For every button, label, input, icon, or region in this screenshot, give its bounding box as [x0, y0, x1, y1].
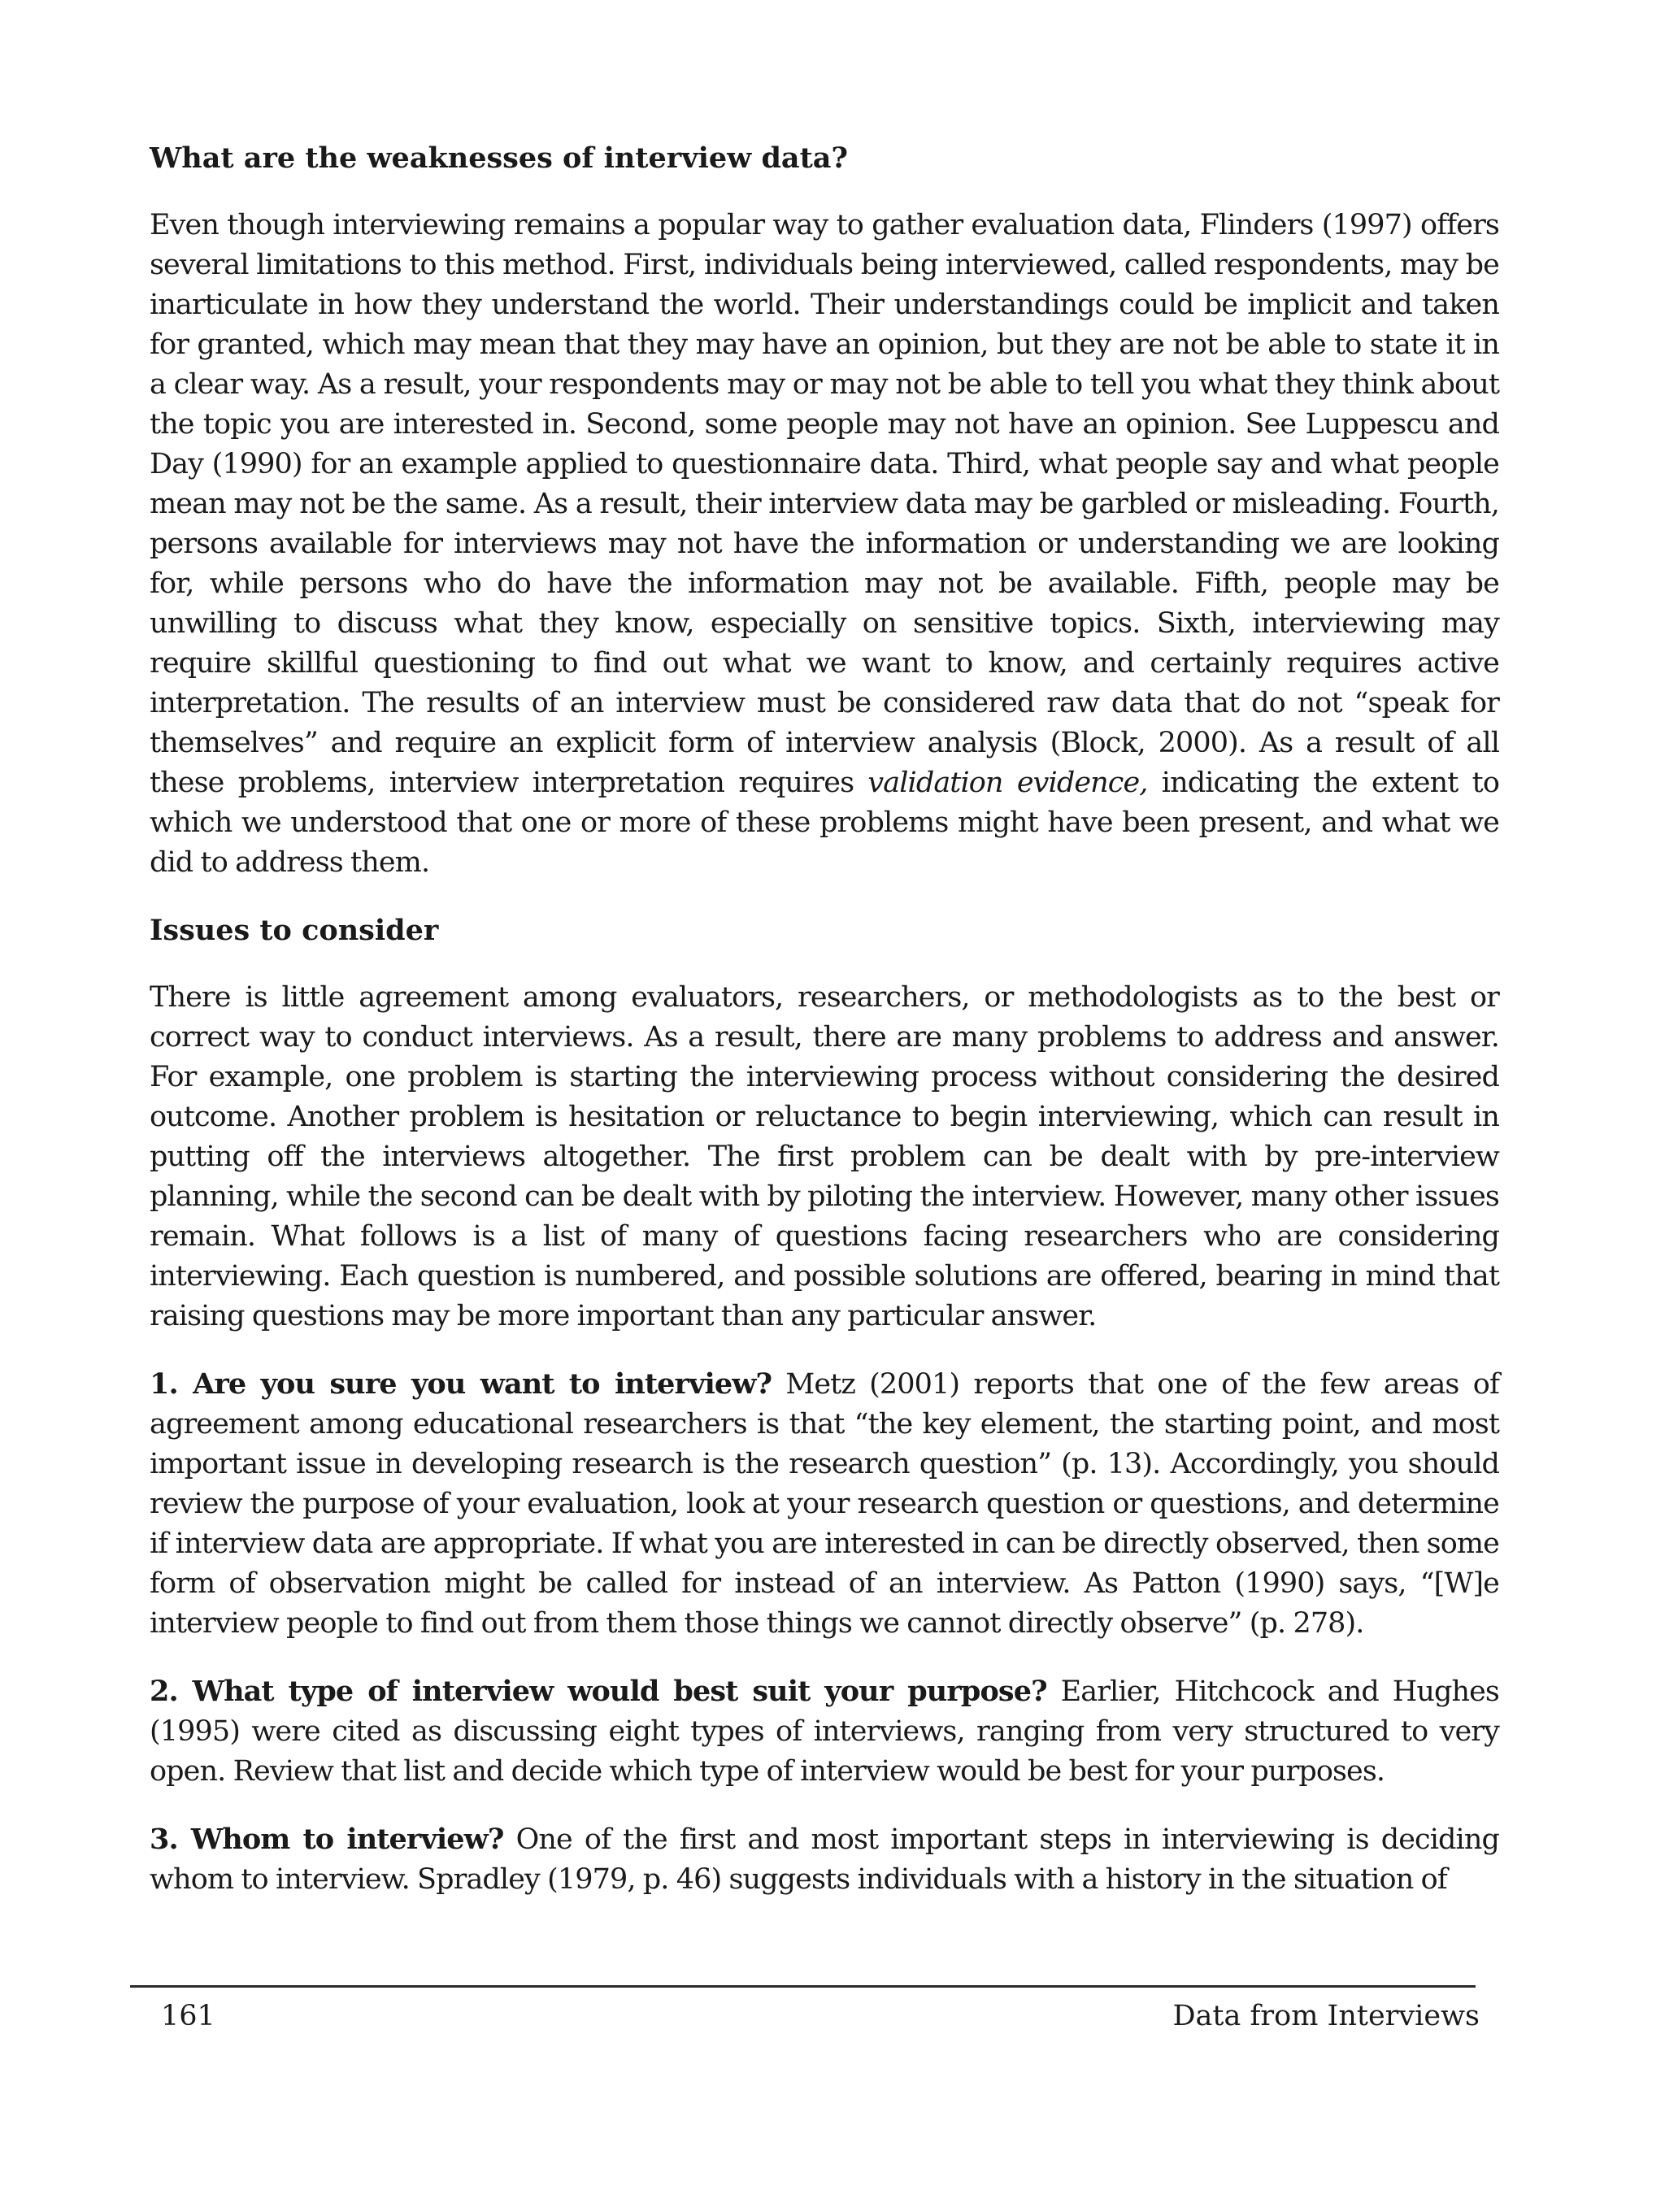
paragraph-weaknesses: [150, 206, 1499, 883]
section-heading-issues: Issues to consider: [150, 914, 439, 947]
question-lead: 1. Are you sure you want to interview?: [150, 1367, 772, 1401]
paragraph-text: Metz (2001) reports that one of the few areas of agreement among educational researchers is that “the key element, the starting point, and most important issue in developing research is the research question” (p. 13). Accordingly, you should review the purpose of your evaluation, look at your research question or questions, and determine if interview data are appropriate. If what you are interested in can be directly observed, then some form of observation might be called for instead of an interview. As Patton (1990) says, “[W]e interview people to find out from them those things we cannot directly observe” (p. 278).: [150, 1368, 1499, 1640]
paragraph-issues-intro: There is little agreement among evaluators, researchers, or methodologists as to the best or correct way to conduct interviews. As a result, there are many problems to address and answer. For example, one problem is starting the interviewing process without considering the desired outcome. Another problem is hesitation or reluctance to begin interviewing, which can result in putting off the interviews altogether. The first problem can be dealt with by pre-interview planning, while the second can be dealt with by piloting the interview. However, many other issues remain. What follows is a list of many of questions facing researchers who are considering interviewing. Each question is numbered, and possible solutions are offered, bearing in mind that raising questions may be more important than any particular answer.: [150, 981, 1499, 1332]
paragraph-text: indicating the extent to which we understood that one or more of these problems might have been present, and what we did to address them.: [150, 767, 1500, 879]
paragraph-question-3: [150, 1819, 1499, 1900]
section-heading-weaknesses: What are the weaknesses of interview data?: [150, 141, 848, 175]
running-title: Data from Interviews: [1172, 2000, 1480, 2032]
paragraph-question-2: [150, 1671, 1499, 1792]
paragraph-text: One of the first and most important steps in interviewing is deciding whom to interview. Spradley (1979, p. 46) suggests individuals with a history in the situation of: [150, 1823, 1499, 1896]
paragraph-text: Earlier, Hitchcock and Hughes (1995) were cited as discussing eight types of interviews, ranging from very structured to very open. Review that list and decide which type of interview would be best for your purposes.: [150, 1675, 1499, 1788]
paragraph-question-1: [150, 1364, 1499, 1644]
question-lead: 2. What type of interview would best suit your purpose?: [150, 1675, 1047, 1708]
footer-divider: [130, 1985, 1476, 1988]
paragraph-text: Even though interviewing remains a popular way to gather evaluation data, Flinders (1997) offers several limitations to this method. First, individuals being interviewed, called respondents, may be inarticulate in how they understand the world. Their understandings could be implicit and taken for granted, which may mean that they may have an opinion, but they are not be able to state it in a clear way. As a result, your respondents may or may not be able to tell you what they think about the topic you are interested in. Second, some people may not have an opinion. See Luppescu and Day (1990) for an example applied to questionnaire data. Third, what people say and what people mean may not be the same. As a result, their interview data may be garbled or misleading. Fourth, persons available for interviews may not have the information or understanding we are looking for, while persons who do have the information may not be available. Fifth, people may be unwilling to discuss what they know, especially on sensitive topics. Sixth, interviewing may require skillful questioning to find out what we want to know, and certainly requires active interpretation. The results of an interview must be considered raw data that do not “speak for themselves” and require an explicit form of interview analysis (Block, 2000). As a result of all these problems, interview interpretation requires: [150, 209, 1499, 799]
question-lead: 3. Whom to interview?: [150, 1823, 504, 1856]
italic-term: validation evidence,: [867, 767, 1148, 799]
page-body: [150, 138, 1499, 1927]
page-number: 161: [161, 2000, 215, 2032]
